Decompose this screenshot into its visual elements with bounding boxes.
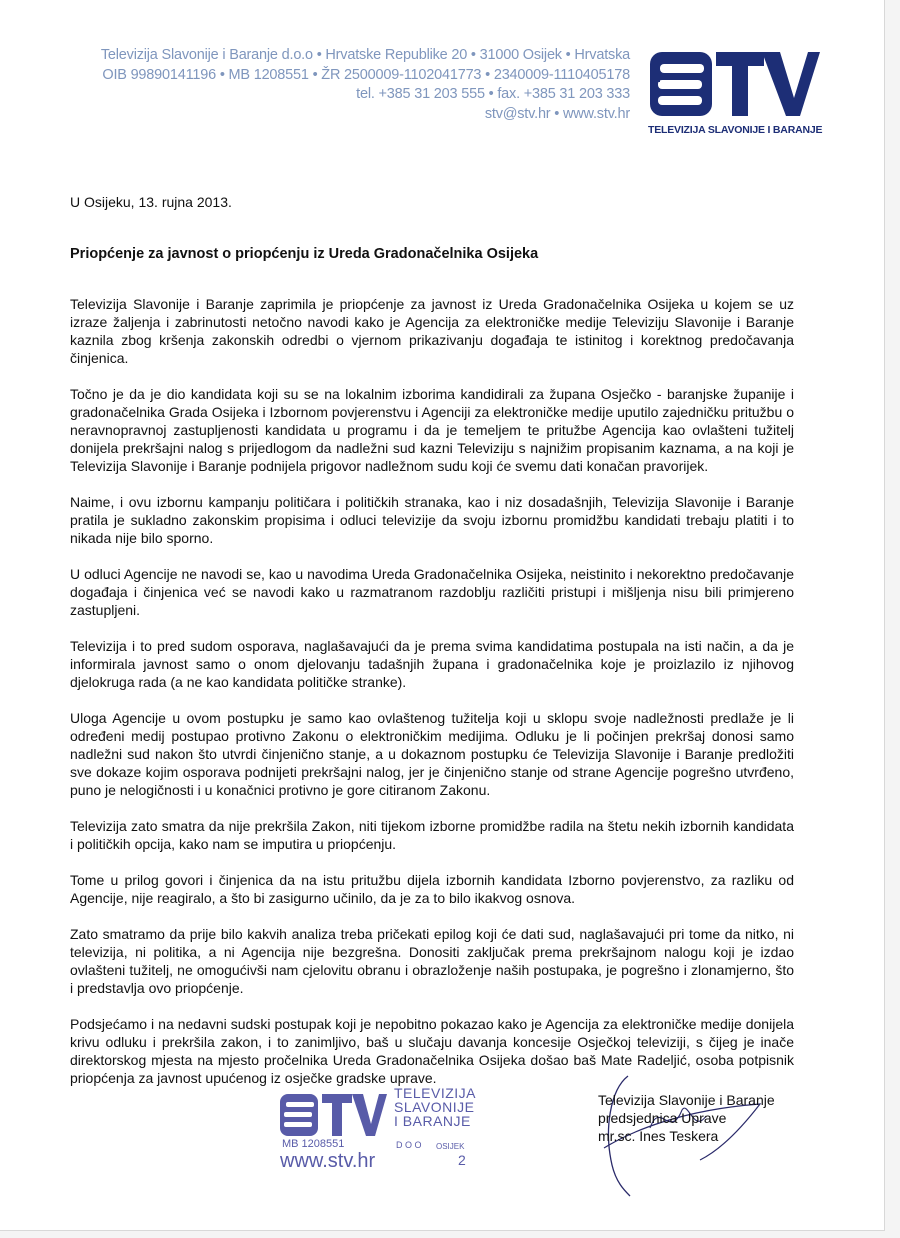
- signature-role: predsjednica Uprave: [598, 1110, 727, 1126]
- signature-name: mr.sc. Ines Teskera: [598, 1128, 719, 1144]
- paragraph: Zato smatramo da prije bilo kakvih analiza treba pričekati epilog koji će dati sud, naglašavajući pri tome da nitko, ni televizija, ni politika, a ni Agencija nije bezgrešna. Donositi zaključak prema prekršajnom nalogu koji je izdao ovlašteni tužitelj, ne omogućivši nam cjelovitu obranu i obrazloženje naših postupaka, je pogrešno i zlonamjerno, što i predstavlja ovo priopćenje.: [70, 926, 794, 996]
- company-stamp: [278, 1086, 498, 1176]
- letterhead-phone-line: tel. +385 31 203 555 • fax. +385 31 203 333: [356, 86, 630, 102]
- stv-logo: [648, 50, 828, 136]
- stamp-city: OSIJEK: [436, 1142, 465, 1151]
- letterhead-contact: [100, 46, 630, 124]
- letter-date: U Osijeku, 13. rujna 2013.: [70, 194, 232, 210]
- paragraph: Uloga Agencije u ovom postupku je samo kao ovlaštenog tužitelja koji u sklopu svoje nadležnosti predlaže je li određeni medij postupao protivno Zakonu o elektroničkim medijima. Odluku je li počinjen prekršaj donosi samo nadležni sud nakon što utvrdi činjenično stanje, a u dokaznom postupku će Televizija Slavonije i Baranje predložiti sve dokaze kojim osporava podnijeti prekršajni nalog, jer je činjenično stanje od strane Agencije pogrešno utvrđeno, puno je nelogičnosti i u konačnici protivno je gore citiranom Zakonu.: [70, 710, 794, 798]
- letterhead-web-line: stv@stv.hr • www.stv.hr: [484, 105, 630, 122]
- paragraph: Naime, i ovu izbornu kampanju političara i političkih stranaka, kao i niz dosadašnjih, Televizija Slavonije i Baranje pratila je sukladno zakonskim propisima i odluci televizije da svoju izbornu promidžbu kandidati trebaju platiti i to nikada nije bilo sporno.: [70, 494, 794, 546]
- paragraph: Točno je da je dio kandidata koji su se na lokalnim izborima kandidirali za župana Osječko - baranjske županije i gradonačelnika Grada Osijeka i Izbornom povjerenstvu i Agenciji za elektroničke medije uputilo zajedničku pritužbu o neravnopravnoj zastupljenosti kandidata u programu i da je temeljem te pritužbe Agencija kao ovlašteni tužitelj donijela prekršajni nalog s prijedlogom da nadležni sud kazni Televiziju s najnižim propisanim kaznama, a na koji je Televizija Slavonije i Baranje podnijela prigovor nadležnom sudu koji će svemu dati konačan pravorijek.: [70, 386, 794, 474]
- stamp-doo: D O O: [396, 1140, 422, 1150]
- signature-org: Televizija Slavonije i Baranje: [598, 1092, 775, 1108]
- stamp-logo-mark: [278, 1092, 388, 1138]
- stamp-line: TELEVIZIJA: [394, 1085, 477, 1101]
- logo-subtitle: TELEVIZIJA SLAVONIJE I BARANJE: [648, 124, 823, 136]
- letterhead-company-line: Televizija Slavonije i Baranje d.o.o • Hrvatske Republike 20 • 31000 Osijek • Hrvatska: [100, 47, 630, 63]
- paragraph: Televizija zato smatra da nije prekršila Zakon, niti tijekom izborne promidžbe radila na štetu nekih izbornih kandidata i političkih opcija, kako nam se imputira u priopćenju.: [70, 818, 794, 852]
- paragraph: Televizija Slavonije i Baranje zaprimila je priopćenje za javnost iz Ureda Gradonačelnika Osijeka u kojem se uz izraze žaljenja i zabrinutosti netočno navodi kako je Agencija za elektroničke medije Televiziju Slavonije i Baranje kaznila zbog kršenja zakonskih odredbi o vjernom prikazivanju događaja te istinitog i korektnog predočavanja činjenica.: [70, 296, 794, 366]
- paragraph: Tome u prilog govori i činjenica da na istu pritužbu dijela izbornih kandidata Izborno povjerenstvo, za razliku od Agencije, nije reagiralo, a što bi zasigurno učinilo, da je za to bilo ikakvog osnova.: [70, 872, 794, 906]
- stamp-line: I BARANJE: [394, 1113, 471, 1129]
- stamp-number: 2: [458, 1152, 466, 1168]
- letter-title: Priopćenje za javnost o priopćenju iz Ureda Gradonačelnika Osijeka: [70, 246, 539, 262]
- stamp-url: www.stv.hr: [280, 1150, 376, 1172]
- stamp-company-name: [394, 1086, 476, 1128]
- paragraph: Televizija i to pred sudom osporava, naglašavajući da je prema svima kandidatima postupala na isti način, a da je informirala javnost samo o onom djelovanju tadašnjih župana i gradonačelnika koje je proizlazilo iz njihovog djelokruga rada (a ne kao kandidata političke stranke).: [70, 638, 794, 690]
- signature-block: [598, 1091, 775, 1145]
- letter-body: [70, 295, 794, 1105]
- stamp-mb: MB 1208551: [282, 1138, 345, 1150]
- stv-logo-mark: [648, 50, 820, 120]
- stamp-line: SLAVONIJE: [394, 1099, 475, 1115]
- paragraph: Podsjećamo i na nedavni sudski postupak koji je nepobitno pokazao kako je Agencija za elektroničke medije donijela krivu odluku i prekršila zakon, i to zanimljivo, baš u slučaju davanja koncesije Osječkoj televiziji, s čijeg je inače direktorskog mjesta na mjesto pročelnika Ureda Gradonačelnika Osijeka došao baš Mate Radeljić, osoba potpisnik priopćenja za javnost upućenog iz osječke gradske uprave.: [70, 1016, 794, 1086]
- letterhead-ids-line: OIB 99890141196 • MB 1208551 • ŽR 2500009-1102041773 • 2340009-1110405178: [102, 66, 630, 83]
- paragraph: U odluci Agencije ne navodi se, kao u navodima Ureda Gradonačelnika Osijeka, neistinito i nekorektno predočavanje događaja i činjenica već se navodi kako u razmatranom razdoblju različiti pristupi i mišljenja nisu bili primjereno zastupljeni.: [70, 566, 794, 618]
